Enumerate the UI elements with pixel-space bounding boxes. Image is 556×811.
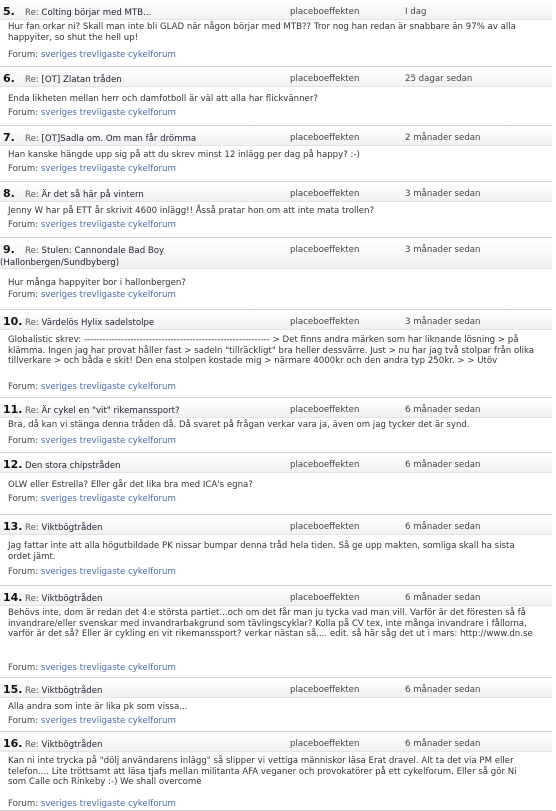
forum-line <box>8 108 176 118</box>
forum-link[interactable]: sveriges trevligaste cykelforum <box>40 382 176 392</box>
post-excerpt: Globalistic skrev: ------------------------------------------------------------ > Det finns andra märken som har liknande lösning > på klämma. Ingen jag har provat håller fast > sadeln "tillräckligt" bra heller dessvärre. Just > nu har jag två stolpar från olika tillverkare > och båda e skit! Den ena stolpen kostade mig > närmare 4000kr och den andra typ 250kr. > > Utöv <box>8 335 535 366</box>
result-number: 10. <box>3 315 23 328</box>
reply-prefix: Re: <box>25 246 39 256</box>
author-name[interactable]: placeboeffekten <box>290 739 360 749</box>
result-number: 15. <box>3 683 23 696</box>
forum-line <box>8 382 176 392</box>
forum-line <box>8 663 176 673</box>
post-excerpt: OLW eller Estrella? Eller går det lika bra med ICA's egna? <box>8 480 253 490</box>
forum-line <box>8 799 176 809</box>
reply-prefix: Re: <box>25 8 39 18</box>
post-date: 6 månader sedan <box>405 685 481 695</box>
result-subject-link[interactable] <box>0 245 270 269</box>
forum-label: Forum: <box>8 567 39 577</box>
result-number: 14. <box>3 591 23 604</box>
result-subject-link[interactable] <box>25 133 285 145</box>
result-number: 5. <box>3 5 15 18</box>
thread-title[interactable]: Colting börjar med MTB... <box>41 8 152 18</box>
forum-link[interactable]: sveriges trevligaste cykelforum <box>40 567 176 577</box>
search-result <box>0 238 552 310</box>
result-subject-link[interactable] <box>25 7 285 19</box>
result-subject-link[interactable] <box>25 317 285 329</box>
search-result <box>0 0 552 67</box>
post-date: 6 månader sedan <box>405 593 481 603</box>
forum-label: Forum: <box>8 220 39 230</box>
forum-link[interactable]: sveriges trevligaste cykelforum <box>40 220 176 230</box>
result-number: 9. <box>3 243 15 256</box>
result-subject-link[interactable] <box>25 74 285 86</box>
forum-link[interactable]: sveriges trevligaste cykelforum <box>40 290 176 300</box>
post-excerpt: Hur fan orkar ni? Skall man inte bli GLAD när någon börjar med MTB?? Tror nog han redan är snabbare än 97% av alla happyiter, so shut the hell up! <box>8 22 516 43</box>
search-result <box>0 586 552 678</box>
forum-link[interactable]: sveriges trevligaste cykelforum <box>40 494 176 504</box>
thread-title[interactable]: Är det så här på vintern <box>41 190 144 200</box>
forum-line <box>8 716 176 726</box>
search-result <box>0 398 552 453</box>
forum-link[interactable]: sveriges trevligaste cykelforum <box>40 108 176 118</box>
thread-title[interactable]: Värdelös Hylix sadelstolpe <box>41 318 155 328</box>
result-subject-link[interactable] <box>25 460 285 472</box>
search-result <box>0 515 552 586</box>
post-date: 3 månader sedan <box>405 317 481 327</box>
post-date: I dag <box>405 7 427 17</box>
result-subject-link[interactable] <box>25 522 285 534</box>
post-date: 6 månader sedan <box>405 405 481 415</box>
post-excerpt: Han kanske hängde upp sig på att du skrev minst 12 inlägg per dag på happy? :-) <box>8 150 360 160</box>
post-date: 2 månader sedan <box>405 133 481 143</box>
forum-link[interactable]: sveriges trevligaste cykelforum <box>40 716 176 726</box>
post-excerpt: Jenny W har på ETT år skrivit 4600 inlägg!! Åsså pratar hon om att inte mata trollen? <box>8 206 375 216</box>
forum-link[interactable]: sveriges trevligaste cykelforum <box>40 799 176 809</box>
post-excerpt: Bra, då kan vi stänga denna tråden då. Då svaret på frågan verkar vara ja, även om jag tycker det är synd. <box>8 420 470 430</box>
forum-line <box>8 164 176 174</box>
thread-title[interactable]: Viktbögtråden <box>41 686 103 696</box>
forum-link[interactable]: sveriges trevligaste cykelforum <box>40 50 176 60</box>
forum-line <box>8 494 176 504</box>
search-result <box>0 678 552 732</box>
post-excerpt: Kan ni inte trycka på "dölj användarens inlägg" så slipper vi vettiga människor läsa Erat dravel. Alt ta det via PM eller telefon.... Lite tröttsamt att läsa tjafs mellan militanta AFA veganer och provokatörer på ett cykelforum. Eller så gör Ni som Calle och Rinkeby :-) We shall overcome <box>8 756 517 787</box>
forum-link[interactable]: sveriges trevligaste cykelforum <box>40 164 176 174</box>
result-number: 16. <box>3 737 23 750</box>
thread-title[interactable]: Är cykel en "vit" rikemanssport? <box>41 406 180 416</box>
search-result <box>0 310 552 398</box>
reply-prefix: Re: <box>25 134 39 144</box>
post-excerpt: Jag fattar inte att alla högutbildade PK nissar bumpar denna tråd hela tiden. Så ge upp makten, somliga skall ha sista ordet jämt. <box>8 541 515 562</box>
forum-label: Forum: <box>8 382 39 392</box>
thread-title[interactable]: Viktbögtråden <box>41 740 103 750</box>
forum-line <box>8 436 176 446</box>
reply-prefix: Re: <box>25 594 39 604</box>
forum-label: Forum: <box>8 494 39 504</box>
post-excerpt: Hur många happyiter bor i hallonbergen? <box>8 278 186 288</box>
author-name[interactable]: placeboeffekten <box>290 317 360 327</box>
result-subject-link[interactable] <box>25 739 285 751</box>
forum-line <box>8 50 176 60</box>
result-subject-link[interactable] <box>25 593 285 605</box>
post-excerpt: Behövs inte, dom är redan det 4:e största partiet...och om det får man ju tycka vad man vill. Varför är det föresten så få invandrare/eller svenskar med invandrarbakgrund som tävlingscyklar? Kolla på CV tex, inte många invandrare i fållorna, varför är det så? Eller är cykling en vit rikemanssport? verkar nästan så.... edit. så här såg det ut i mars: http://www.dn.se <box>8 608 533 639</box>
forum-link[interactable]: sveriges trevligaste cykelforum <box>40 436 176 446</box>
author-name[interactable]: placeboeffekten <box>290 189 360 199</box>
author-name[interactable]: placeboeffekten <box>290 685 360 695</box>
result-number: 11. <box>3 403 23 416</box>
post-date: 25 dagar sedan <box>405 74 473 84</box>
author-name[interactable]: placeboeffekten <box>290 7 360 17</box>
forum-line <box>8 290 176 300</box>
post-date: 3 månader sedan <box>405 245 481 255</box>
forum-label: Forum: <box>8 663 39 673</box>
post-excerpt: Alla andra som inte är lika pk som vissa... <box>8 702 188 712</box>
reply-prefix: Re: <box>25 75 39 85</box>
reply-prefix: Re: <box>25 406 39 416</box>
post-date: 3 månader sedan <box>405 189 481 199</box>
result-subject-link[interactable] <box>25 405 285 417</box>
post-excerpt: Enda likheten mellan herr och damfotboll är väl att alla har flickvänner? <box>8 94 318 104</box>
author-name[interactable]: placeboeffekten <box>290 133 360 143</box>
search-result <box>0 182 552 238</box>
forum-label: Forum: <box>8 290 39 300</box>
result-subject-link[interactable] <box>25 189 285 201</box>
search-result <box>0 126 552 182</box>
reply-prefix: Re: <box>25 190 39 200</box>
forum-label: Forum: <box>8 716 39 726</box>
reply-prefix: Re: <box>25 686 39 696</box>
reply-prefix: Re: <box>25 523 39 533</box>
author-name[interactable]: placeboeffekten <box>290 522 360 532</box>
search-result <box>0 67 552 126</box>
forum-label: Forum: <box>8 108 39 118</box>
thread-title[interactable]: Viktbögtråden <box>41 523 103 533</box>
forum-link[interactable]: sveriges trevligaste cykelforum <box>40 663 176 673</box>
thread-title[interactable]: Den stora chipstråden <box>25 461 121 471</box>
post-date: 6 månader sedan <box>405 739 481 749</box>
result-number: 13. <box>3 520 23 533</box>
author-name[interactable]: placeboeffekten <box>290 460 360 470</box>
reply-prefix: Re: <box>25 318 39 328</box>
search-result <box>0 732 552 811</box>
thread-title[interactable]: Viktbögtråden <box>41 594 103 604</box>
result-number: 8. <box>3 187 15 200</box>
result-number: 12. <box>3 458 23 471</box>
thread-title[interactable]: Stulen: Cannondale Bad Boy (Hallonbergen/Sundbyberg) <box>0 246 165 268</box>
result-number: 7. <box>3 131 15 144</box>
forum-line <box>8 567 176 577</box>
thread-title[interactable]: [OT]Sadla om. Om man får drömma <box>41 134 197 144</box>
thread-title[interactable]: [OT] Zlatan tråden <box>41 75 122 85</box>
author-name[interactable]: placeboeffekten <box>290 245 360 255</box>
author-name[interactable]: placeboeffekten <box>290 74 360 84</box>
forum-label: Forum: <box>8 436 39 446</box>
forum-label: Forum: <box>8 50 39 60</box>
search-result <box>0 453 552 515</box>
forum-label: Forum: <box>8 799 39 809</box>
post-date: 6 månader sedan <box>405 460 481 470</box>
result-subject-link[interactable] <box>25 685 285 697</box>
author-name[interactable]: placeboeffekten <box>290 405 360 415</box>
post-date: 6 månader sedan <box>405 522 481 532</box>
reply-prefix: Re: <box>25 740 39 750</box>
result-number: 6. <box>3 72 15 85</box>
forum-label: Forum: <box>8 164 39 174</box>
forum-line <box>8 220 176 230</box>
author-name[interactable]: placeboeffekten <box>290 593 360 603</box>
